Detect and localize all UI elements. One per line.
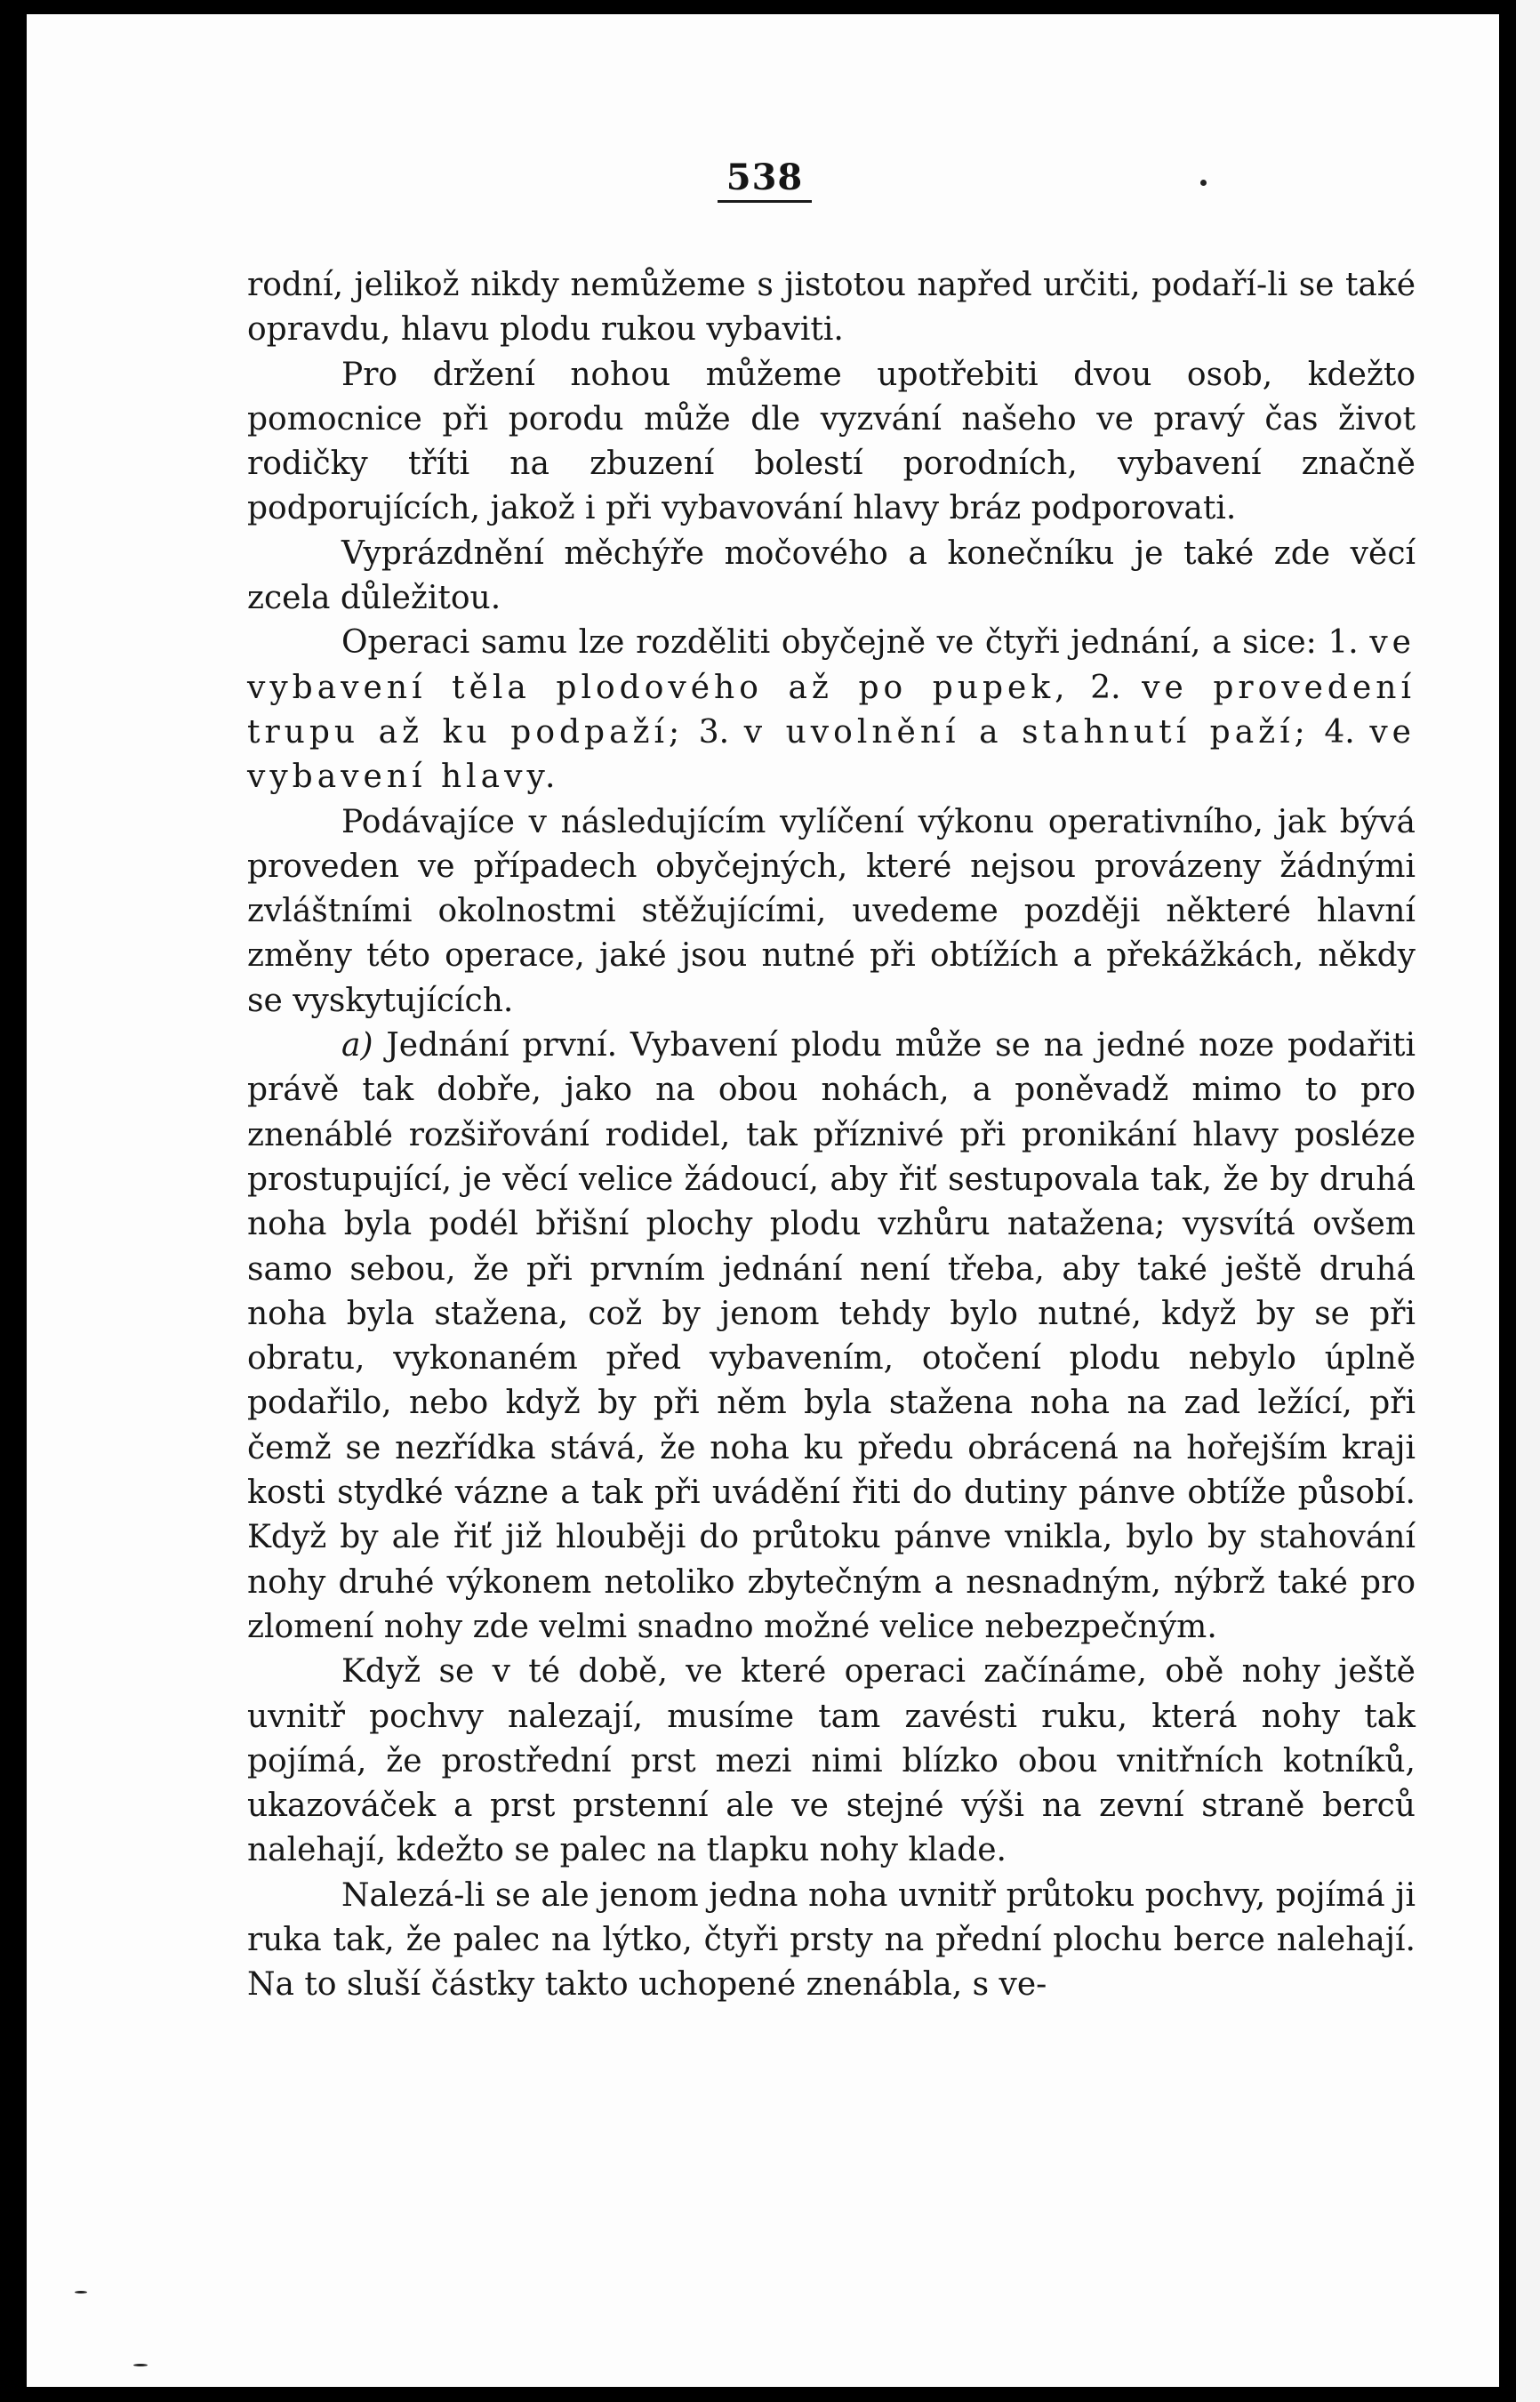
step-2: ve provedení trupu až ku podpaží; [247,669,1416,751]
paragraph-8: Nalezá-li se ale jenom jedna noha uvnitř průtoku pochvy, pojímá ji ruka tak, že palec na lýtko, čtyři prsty na přední plochu berce nalehají. Na to sluší částky takto uchopené znenábla, s ve- [247,1876,1416,2004]
step-4-number: 4. [1324,713,1355,751]
paragraph-3: Vyprázdnění měchýře močového a konečníku je také zde věcí zcela důležitou. [247,534,1416,617]
paragraph-6 [247,1024,1416,1650]
print-speck [1200,180,1207,186]
page-number: 538 [27,157,1499,203]
section-label: a) [341,1027,373,1064]
print-speck [75,2291,87,2294]
step-3: v uvolnění a stahnutí paží; [743,713,1310,751]
paragraph-7: Když se v té době, ve které operaci začínáme, obě nohy ještě uvnitř pochvy nalezají, musíme tam zavésti ruku, která nohy tak pojímá, že prostřední prst mezi nimi blízko obou vnitřních kotníků, ukazováček a prst prstenní ale ve stejné výši na zevní straně berců nalehají, kdežto se palec na tlapku nohy klade. [247,1653,1416,1869]
step-4: ve vybavení hlavy. [247,713,1416,796]
body-text [247,263,1416,2008]
step-1: ve vybavení těla plodového až po pupek, [247,624,1416,706]
paragraph-1: rodní, jelikož nikdy nemůžeme s jistotou napřed určiti, podaří-li se také opravdu, hlavu plodu rukou vybaviti. [247,267,1416,349]
step-2-number: 2. [1090,669,1121,706]
step-3-number: 3. [698,713,730,751]
book-page [27,14,1499,2387]
paragraph-6-text: Jednání první. Vybavení plodu může se na jedné noze podařiti právě tak dobře, jako na obou nohách, a poněvadž mimo to pro znenáblé rozšiřování rodidel, tak příznivé při pronikání hlavy posléze prostupující, je věcí velice žádoucí, aby řiť sestupovala tak, že by druhá noha byla podél břišní plochy plodu vzhůru natažena; vysvítá ovšem samo sebou, že při prvním jednání není třeba, aby také ještě druhá noha byla stažena, což by jenom tehdy bylo nutné, když by se při obratu, vykonaném před vybavením, otočení plodu nebylo úplně podařilo, nebo když by při něm byla stažena noha na zad ležící, při čemž se nezřídka stává, že noha ku předu obrácená na hořejším kraji kosti stydké vázne a tak při uvádění řiti do dutiny pánve obtíže působí. Když by ale řiť již hlouběji do průtoku pánve vnikla, bylo by stahování nohy druhé výkonem netoliko zbytečným a nesnadným, nýbrž také pro zlomení nohy zde velmi snadno možné velice nebezpečným. [247,1027,1416,1645]
step-1-number: 1. [1327,624,1359,662]
print-speck [133,2364,148,2366]
adjacent-page-edge [1516,0,1540,2402]
paragraph-2: Pro držení nohou můžeme upotřebiti dvou osob, kdežto pomocnice při porodu může dle vyzvání našeho ve pravý čas život rodičky tříti na zbuzení bolestí porodních, vybavení značně podporujících, jakož i při vybavování hlavy bráz podporovati. [247,356,1416,527]
paragraph-5: Podávajíce v následujícím vylíčení výkonu operativního, jak bývá proveden ve případech obyčejných, které nejsou provázeny žádnými zvláštními okolnostmi stěžujícími, uvedeme později některé hlavní změny této operace, jaké jsou nutné při obtížích a překážkách, někdy se vyskytujících. [247,803,1416,1019]
steps-intro: Operaci samu lze rozděliti obyčejně ve čtyři jednání, a sice: [341,624,1317,662]
paragraph-4-steps [247,621,1416,799]
